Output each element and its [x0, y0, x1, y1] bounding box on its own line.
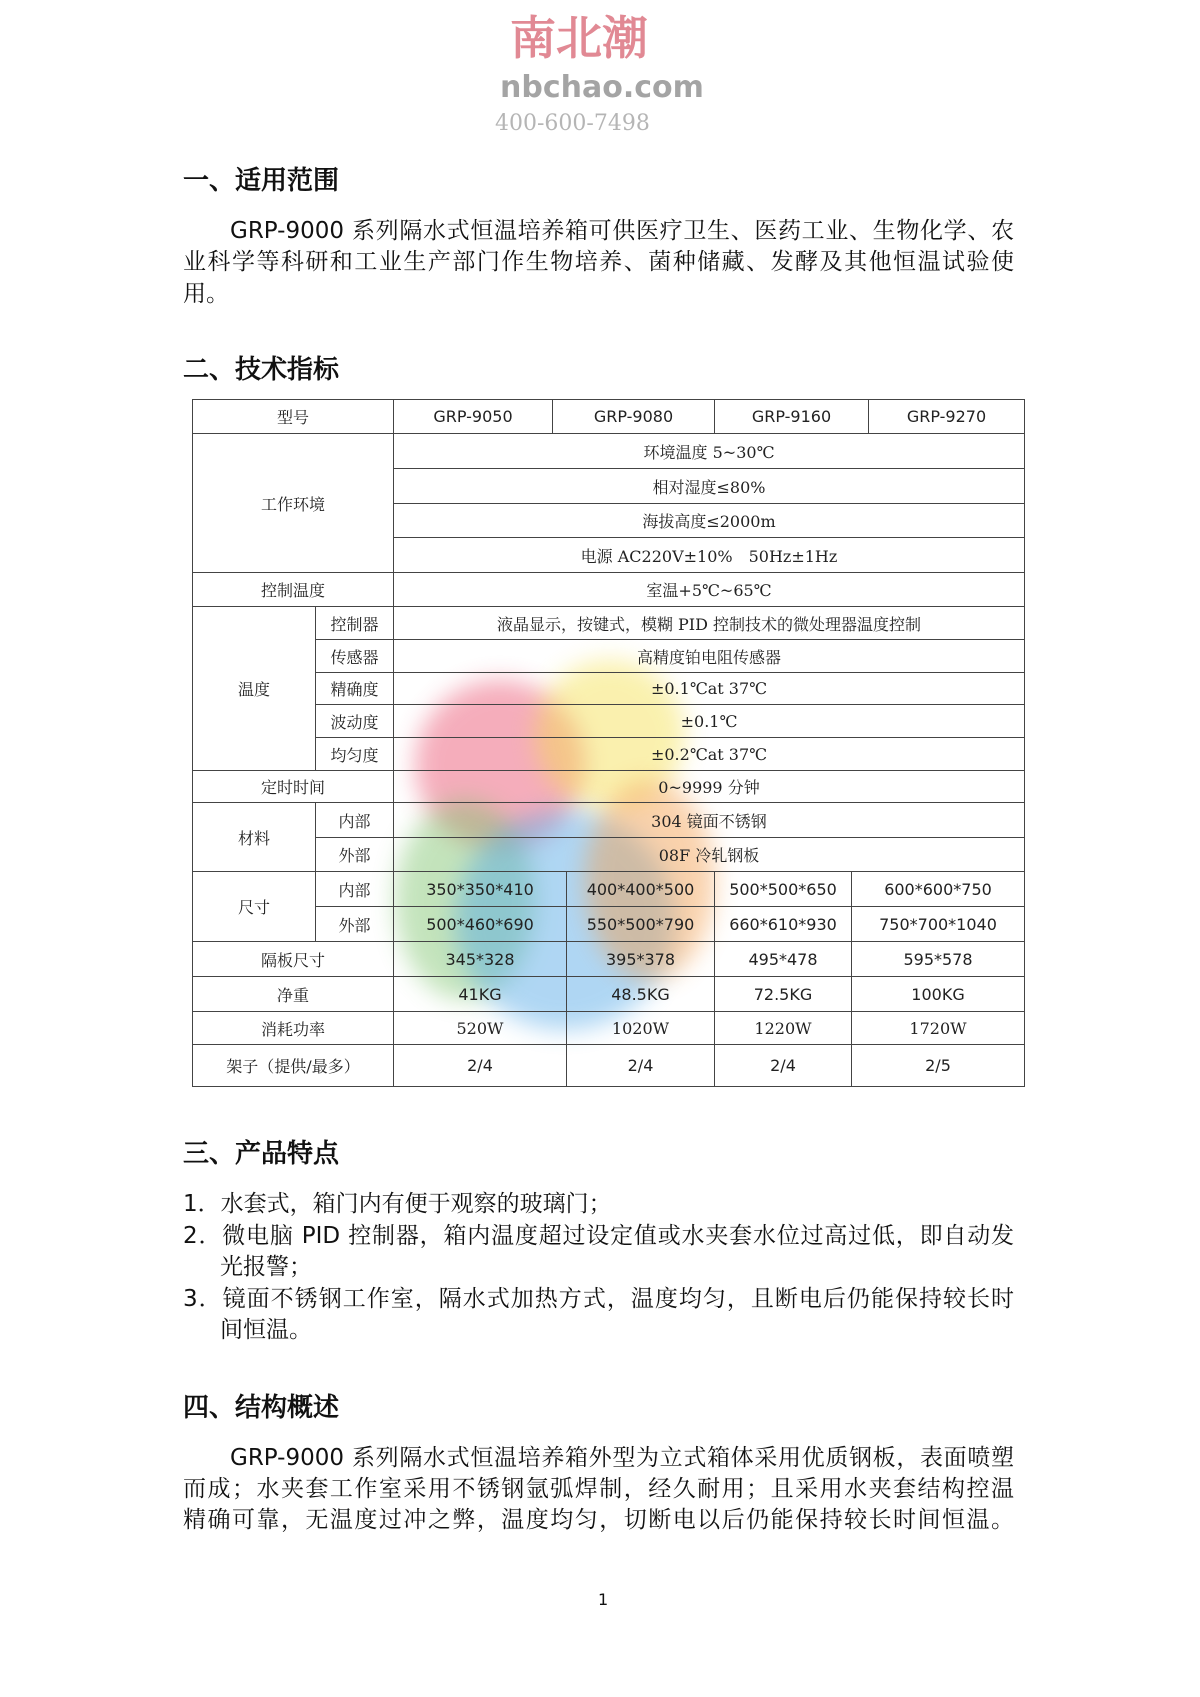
shelf-size-value: 495*478	[714, 941, 852, 977]
feature-item-cont: 间恒温。	[220, 1317, 312, 1343]
weight-label: 净重	[192, 976, 394, 1012]
env-value: 环境温度 5~30℃	[393, 433, 1025, 469]
size-inner-value: 350*350*410	[393, 871, 567, 907]
material-label: 材料	[192, 802, 316, 872]
section-title: 一、适用范围	[183, 166, 340, 196]
temp-value: ±0.1℃at 37℃	[393, 672, 1025, 705]
size-inner-value: 400*400*500	[566, 871, 715, 907]
section-title: 二、技术指标	[183, 355, 340, 385]
power-value: 1220W	[714, 1011, 852, 1045]
material-sub-label: 内部	[315, 802, 394, 838]
section-title: 三、产品特点	[183, 1139, 340, 1169]
paragraph-line: GRP-9000 系列隔水式恒温培养箱外型为立式箱体采用优质钢板，表面喷塑	[230, 1445, 1014, 1471]
material-value: 304 镜面不锈钢	[393, 802, 1025, 838]
paragraph-line: GRP-9000 系列隔水式恒温培养箱可供医疗卫生、医药工业、生物化学、农	[230, 218, 1014, 244]
watermark	[440, 10, 760, 145]
section-title: 四、结构概述	[183, 1393, 340, 1423]
feature-item: 2．微电脑 PID 控制器，箱内温度超过设定值或水夹套水位过高过低，即自动发	[183, 1223, 1014, 1249]
temp-sub-label: 波动度	[315, 704, 394, 738]
temp-value: 液晶显示，按键式，模糊 PID 控制技术的微处理器温度控制	[393, 606, 1025, 640]
power-label: 消耗功率	[192, 1011, 394, 1045]
watermark-phone: 400-600-7498	[495, 111, 650, 136]
feature-item: 1．水套式，箱门内有便于观察的玻璃门；	[183, 1191, 612, 1217]
watermark-name: 南北潮	[510, 11, 648, 65]
timer-label: 定时时间	[192, 770, 394, 803]
material-value: 08F 冷轧钢板	[393, 837, 1025, 872]
power-value: 520W	[393, 1011, 567, 1045]
power-value: 1720W	[851, 1011, 1025, 1045]
temp-value: ±0.1℃	[393, 704, 1025, 738]
size-inner-value: 600*600*750	[851, 871, 1025, 907]
model-label: 型号	[192, 399, 394, 434]
size-outer-value: 660*610*930	[714, 906, 852, 942]
temp-sub-label: 精确度	[315, 672, 394, 705]
power-value: 1020W	[566, 1011, 715, 1045]
shelves-value: 2/4	[393, 1044, 567, 1087]
shelves-value: 2/5	[851, 1044, 1025, 1087]
material-sub-label: 外部	[315, 837, 394, 872]
env-value: 海拔高度≤2000m	[393, 503, 1025, 538]
paragraph-line: 用。	[183, 281, 229, 307]
temp-value: ±0.2℃at 37℃	[393, 737, 1025, 771]
shelves-label: 架子（提供/最多）	[192, 1044, 394, 1087]
model-header: GRP-9050	[393, 399, 553, 434]
weight-value: 41KG	[393, 976, 567, 1012]
shelf-size-value: 395*378	[566, 941, 715, 977]
watermark-site: nbchao.com	[500, 70, 704, 105]
weight-value: 48.5KG	[566, 976, 715, 1012]
page-number: 1	[598, 1590, 609, 1609]
size-outer-value: 550*500*790	[566, 906, 715, 942]
model-header: GRP-9080	[552, 399, 715, 434]
env-value: 电源 AC220V±10% 50Hz±1Hz	[393, 537, 1025, 573]
ctrl-temp-label: 控制温度	[192, 572, 394, 607]
weight-value: 72.5KG	[714, 976, 852, 1012]
paragraph-line: 而成；水夹套工作室采用不锈钢氩弧焊制，经久耐用；且采用水夹套结构控温	[183, 1476, 1014, 1502]
ctrl-temp-value: 室温+5℃~65℃	[393, 572, 1025, 607]
temp-label: 温度	[192, 606, 316, 771]
timer-value: 0~9999 分钟	[393, 770, 1025, 803]
paragraph-line: 精确可靠，无温度过冲之弊，温度均匀，切断电以后仍能保持较长时间恒温。	[183, 1507, 1014, 1533]
paragraph-line: 业科学等科研和工业生产部门作生物培养、菌种储藏、发酵及其他恒温试验使	[183, 249, 1014, 275]
shelves-value: 2/4	[566, 1044, 715, 1087]
model-header: GRP-9160	[714, 399, 869, 434]
size-inner-label: 内部	[315, 871, 394, 907]
size-inner-value: 500*500*650	[714, 871, 852, 907]
env-value: 相对湿度≤80%	[393, 468, 1025, 504]
shelf-size-value: 595*578	[851, 941, 1025, 977]
size-outer-value: 500*460*690	[393, 906, 567, 942]
temp-sub-label: 控制器	[315, 606, 394, 640]
shelf-size-value: 345*328	[393, 941, 567, 977]
shelf-size-label: 隔板尺寸	[192, 941, 394, 977]
temp-value: 高精度铂电阻传感器	[393, 639, 1025, 673]
size-outer-value: 750*700*1040	[851, 906, 1025, 942]
shelves-value: 2/4	[714, 1044, 852, 1087]
feature-item-cont: 光报警；	[220, 1254, 312, 1280]
weight-value: 100KG	[851, 976, 1025, 1012]
model-header: GRP-9270	[868, 399, 1025, 434]
feature-item: 3．镜面不锈钢工作室，隔水式加热方式，温度均匀，且断电后仍能保持较长时	[183, 1286, 1014, 1312]
size-label: 尺寸	[192, 871, 316, 942]
temp-sub-label: 传感器	[315, 639, 394, 673]
env-label: 工作环境	[192, 433, 394, 573]
size-outer-label: 外部	[315, 906, 394, 942]
temp-sub-label: 均匀度	[315, 737, 394, 771]
